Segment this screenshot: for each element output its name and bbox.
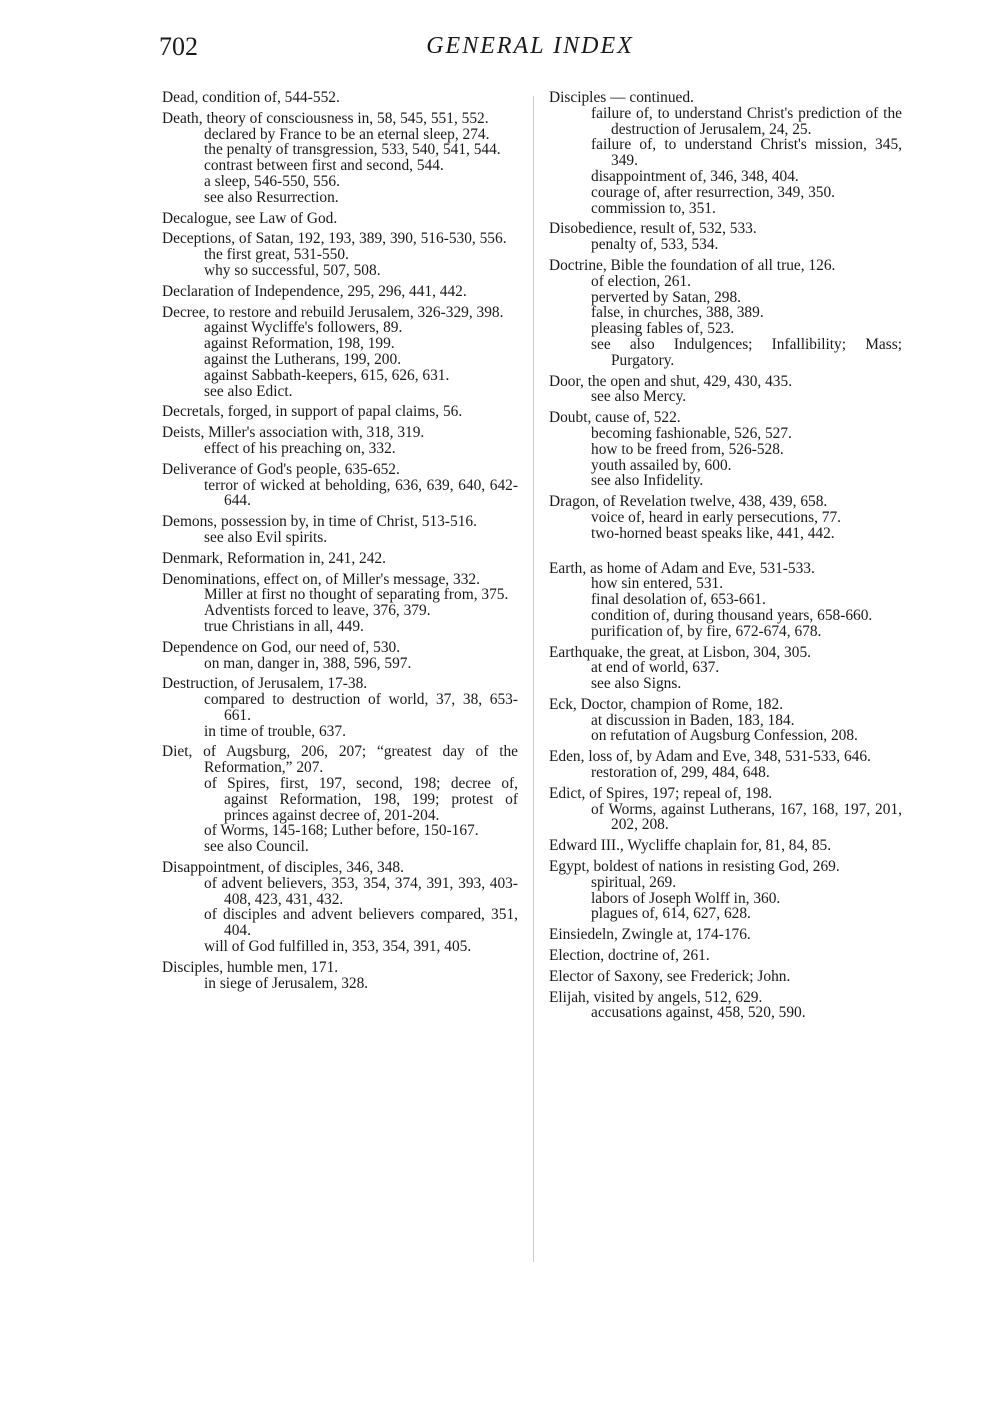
index-heading: Denominations, effect on, of Miller's message, 332. <box>162 570 480 588</box>
index-subentry: accusations against, 458, 520, 590. <box>591 1004 806 1022</box>
index-heading: Earthquake, the great, at Lisbon, 304, 305. <box>549 643 811 661</box>
index-subentry: penalty of, 533, 534. <box>591 236 719 254</box>
index-heading: Deists, Miller's association with, 318, 319. <box>162 424 425 442</box>
index-entry <box>162 231 518 278</box>
index-subentry: why so successful, 507, 508. <box>204 261 381 279</box>
index-subentry: plagues of, 614, 627, 628. <box>591 905 751 923</box>
index-heading: Decree, to restore and rebuild Jerusalem, 326-329, 398. <box>162 303 504 321</box>
index-entry <box>549 927 902 943</box>
index-heading: Eck, Doctor, champion of Rome, 182. <box>549 695 784 713</box>
index-subentry: contrast between first and second, 544. <box>204 157 444 175</box>
index-subentry: see also Resurrection. <box>204 188 339 206</box>
index-entry <box>549 948 902 964</box>
index-heading: Election, doctrine of, 261. <box>549 947 710 965</box>
index-subentry: voice of, heard in early persecutions, 77. <box>591 508 842 526</box>
index-column-left <box>162 90 518 996</box>
index-heading: Denmark, Reformation in, 241, 242. <box>162 549 386 567</box>
index-entry <box>162 572 518 635</box>
running-title: GENERAL INDEX <box>426 33 634 59</box>
index-heading: Einsiedeln, Zwingle at, 174-176. <box>549 926 751 944</box>
index-subentry: of Worms, against Lutherans, 167, 168, 197, 201, 202, 208. <box>591 800 902 834</box>
index-heading: Dependence on God, our need of, 530. <box>162 638 401 656</box>
index-heading: Elijah, visited by angels, 512, 629. <box>549 988 763 1006</box>
index-subentry: of disciples and advent believers compared, 351, 404. <box>204 906 518 940</box>
index-entry <box>162 211 518 227</box>
index-subentry: perverted by Satan, 298. <box>591 288 742 306</box>
index-entry <box>549 410 902 489</box>
index-heading: Dead, condition of, 544-552. <box>162 89 340 106</box>
index-subentry: pleasing fables of, 523. <box>591 320 735 338</box>
index-entry <box>162 514 518 546</box>
index-entry <box>162 90 518 106</box>
index-entry <box>162 676 518 739</box>
index-heading: Door, the open and shut, 429, 430, 435. <box>549 372 793 390</box>
index-entry <box>162 111 518 206</box>
index-entry <box>162 284 518 300</box>
index-subentry: spiritual, 269. <box>591 873 677 891</box>
index-entry <box>162 551 518 567</box>
index-subentry: see also Council. <box>204 838 309 856</box>
index-subentry: see also Indulgences; Infallibility; Mass; Purgatory. <box>591 335 902 369</box>
index-subentry: condition of, during thousand years, 658-660. <box>591 606 873 624</box>
index-heading: Disciples — continued. <box>549 89 694 106</box>
index-entry <box>549 258 902 369</box>
index-heading: Disappointment, of disciples, 346, 348. <box>162 859 404 877</box>
index-subentry: courage of, after resurrection, 349, 350. <box>591 183 836 201</box>
index-subentry: compared to destruction of world, 37, 38, 653-661. <box>204 691 518 724</box>
index-entry <box>162 404 518 420</box>
index-subentry: against Wycliffe's followers, 89. <box>204 319 403 337</box>
index-heading: Edict, of Spires, 197; repeal of, 198. <box>549 784 773 802</box>
index-entry <box>549 374 902 406</box>
index-subentry: on refutation of Augsburg Confession, 208. <box>591 727 858 745</box>
index-subentry: youth assailed by, 600. <box>591 456 732 474</box>
index-subentry: Miller at first no thought of separating from, 375. <box>204 586 509 604</box>
index-subentry: failure of, to understand Christ's prediction of the destruction of Jerusalem, 24, 25. <box>591 104 902 138</box>
index-subentry: two-horned beast speaks like, 441, 442. <box>591 524 835 542</box>
index-heading: Disciples, humble men, 171. <box>162 958 339 976</box>
index-column-right <box>549 90 902 1026</box>
index-entry <box>549 859 902 922</box>
index-subentry: how to be freed from, 526-528. <box>591 440 784 458</box>
index-subentry: against Sabbath-keepers, 615, 626, 631. <box>204 366 450 384</box>
index-subentry: against Reformation, 198, 199. <box>204 335 395 353</box>
index-subentry: the first great, 531-550. <box>204 246 349 264</box>
index-heading: Deceptions, of Satan, 192, 193, 389, 390, 516-530, 556. <box>162 230 507 248</box>
index-entry <box>549 969 902 985</box>
index-heading: Decretals, forged, in support of papal claims, 56. <box>162 403 463 421</box>
page-number: 702 <box>159 32 198 61</box>
index-subentry: see also Evil spirits. <box>204 528 328 546</box>
index-entry <box>549 749 902 781</box>
index-entry <box>549 90 902 216</box>
index-entry <box>162 960 518 992</box>
index-heading: Deliverance of God's people, 635-652. <box>162 460 400 478</box>
index-heading: Declaration of Independence, 295, 296, 441, 442. <box>162 282 467 300</box>
index-heading: Decalogue, see Law of God. <box>162 209 338 227</box>
index-subentry: purification of, by fire, 672-674, 678. <box>591 622 822 640</box>
index-subentry: labors of Joseph Wolff in, 360. <box>591 889 781 907</box>
index-subentry: disappointment of, 346, 348, 404. <box>591 167 799 185</box>
index-subentry: terror of wicked at beholding, 636, 639, 640, 642-644. <box>204 476 518 510</box>
index-subentry: at end of world, 637. <box>591 659 720 677</box>
index-subentry: the penalty of transgression, 533, 540, 541, 544. <box>204 141 501 159</box>
index-subentry: in time of trouble, 637. <box>204 722 346 740</box>
index-subentry: of advent believers, 353, 354, 374, 391, 393, 403-408, 423, 431, 432. <box>204 874 518 908</box>
index-subentry: effect of his preaching on, 332. <box>204 439 396 457</box>
index-heading: Disobedience, result of, 532, 533. <box>549 220 757 238</box>
index-heading: Eden, loss of, by Adam and Eve, 348, 531-533, 646. <box>549 748 871 766</box>
index-entry <box>549 697 902 744</box>
index-heading: Dragon, of Revelation twelve, 438, 439, 658. <box>549 493 828 511</box>
index-heading: Doctrine, Bible the foundation of all true, 126. <box>549 256 836 274</box>
index-subentry: final desolation of, 653-661. <box>591 591 766 609</box>
index-subentry: true Christians in all, 449. <box>204 617 364 635</box>
index-subentry: at discussion in Baden, 183, 184. <box>591 711 795 729</box>
index-subentry: see also Signs. <box>591 675 682 693</box>
index-entry <box>549 494 902 541</box>
column-divider <box>533 96 534 1262</box>
index-subentry: becoming fashionable, 526, 527. <box>591 424 792 442</box>
index-subentry: how sin entered, 531. <box>591 575 724 593</box>
index-entry <box>162 860 518 955</box>
index-entry <box>162 462 518 509</box>
index-heading: Death, theory of consciousness in, 58, 545, 551, 552. <box>162 109 489 127</box>
index-subentry: against the Lutherans, 199, 200. <box>204 350 402 368</box>
index-heading: Edward III., Wycliffe chaplain for, 81, 84, 85. <box>549 837 832 855</box>
index-subentry: on man, danger in, 388, 596, 597. <box>204 654 412 672</box>
index-heading: Earth, as home of Adam and Eve, 531-533. <box>549 559 815 577</box>
index-entry <box>162 425 518 457</box>
index-subentry: of election, 261. <box>591 272 692 290</box>
index-subentry: will of God fulfilled in, 353, 354, 391, 405. <box>204 938 472 956</box>
index-subentry: see also Edict. <box>204 382 293 400</box>
index-heading: Egypt, boldest of nations in resisting God, 269. <box>549 858 840 876</box>
index-entry <box>549 561 902 640</box>
index-heading: Elector of Saxony, see Frederick; John. <box>549 967 791 985</box>
index-subentry: see also Infidelity. <box>591 472 704 490</box>
index-entry <box>549 838 902 854</box>
index-subentry: restoration of, 299, 484, 648. <box>591 764 770 782</box>
index-subentry: of Spires, first, 197, second, 198; decree of, against Reformation, 198, 199; protest of princes against decree of, 201-204. <box>204 775 518 824</box>
index-subentry: in siege of Jerusalem, 328. <box>204 974 369 992</box>
index-entry <box>162 744 518 855</box>
index-heading: Destruction, of Jerusalem, 17-38. <box>162 675 368 693</box>
index-subentry: a sleep, 546-550, 556. <box>204 172 340 190</box>
index-entry <box>549 786 902 833</box>
index-subentry: of Worms, 145-168; Luther before, 150-167. <box>204 822 479 840</box>
index-subentry: see also Mercy. <box>591 388 687 406</box>
index-subentry: false, in churches, 388, 389. <box>591 304 764 322</box>
index-subentry: Adventists forced to leave, 376, 379. <box>204 602 431 620</box>
index-entry <box>162 640 518 672</box>
index-heading: Demons, possession by, in time of Christ, 513-516. <box>162 513 477 531</box>
index-entry <box>162 305 518 400</box>
index-subentry: failure of, to understand Christ's mission, 345, 349. <box>591 136 902 170</box>
index-subentry: commission to, 351. <box>591 199 716 217</box>
letter-gap <box>549 547 902 561</box>
index-subentry: declared by France to be an eternal sleep, 274. <box>204 125 490 143</box>
index-entry <box>549 645 902 692</box>
index-heading: Doubt, cause of, 522. <box>549 409 681 427</box>
index-entry <box>549 221 902 253</box>
index-entry <box>549 990 902 1022</box>
index-heading: Diet, of Augsburg, 206, 207; “greatest day of the Reformation,” 207. <box>162 743 518 777</box>
